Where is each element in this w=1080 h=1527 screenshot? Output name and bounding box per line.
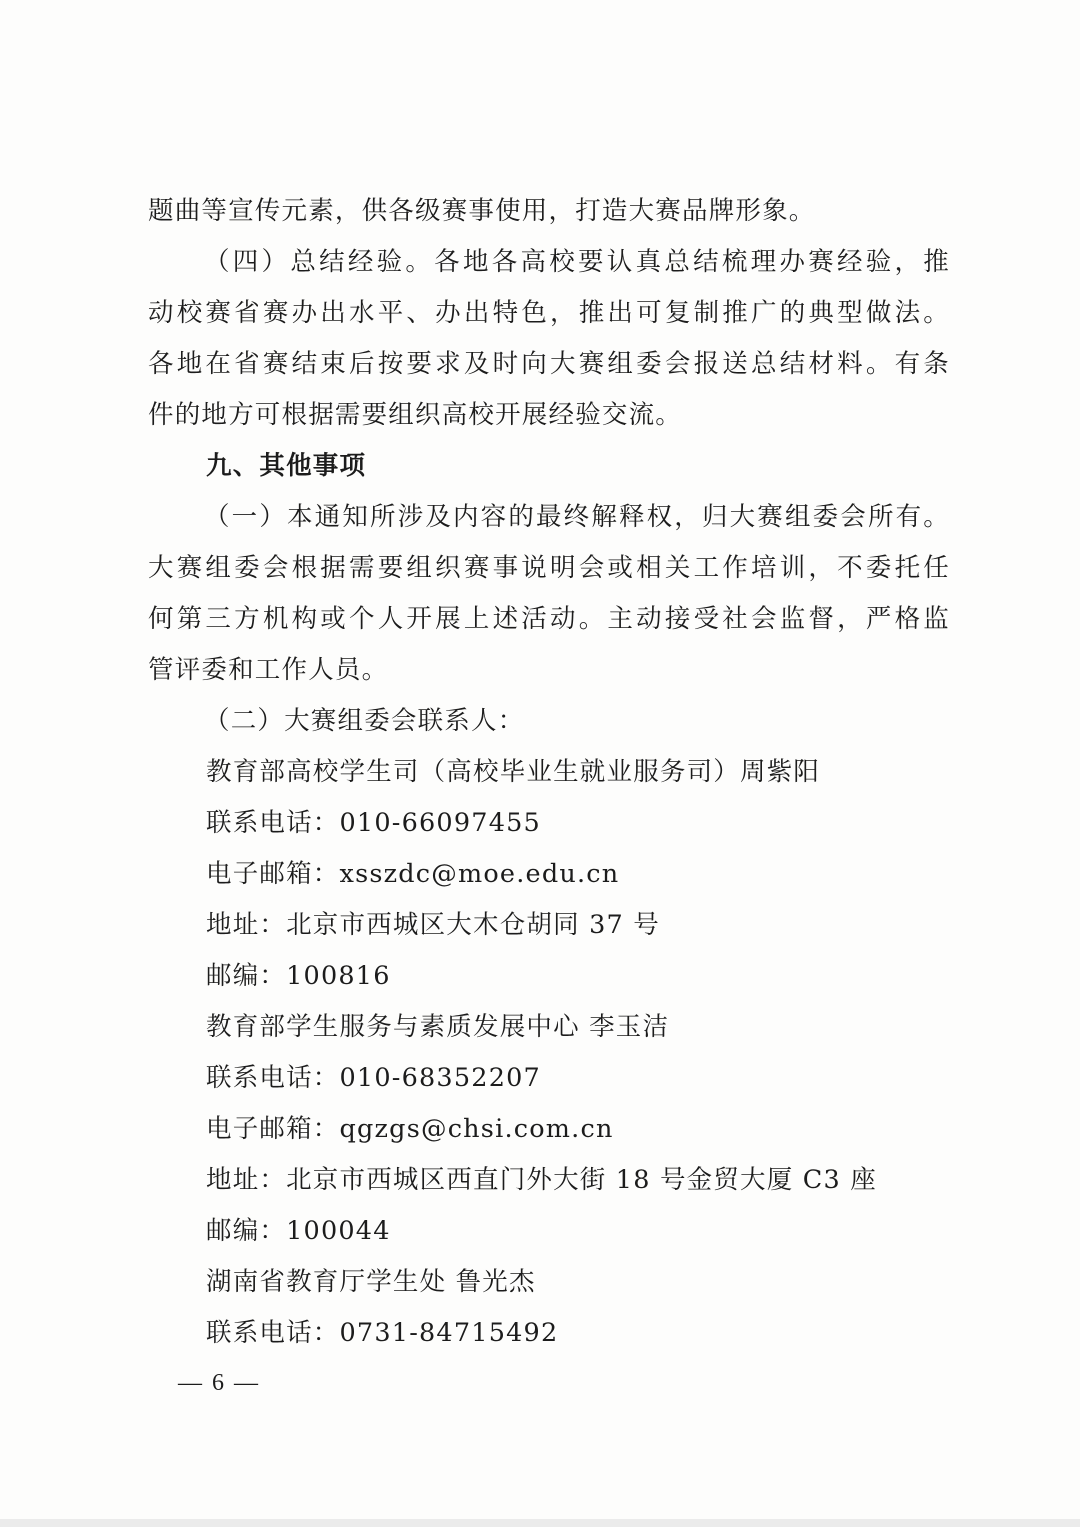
paragraph-line: 题曲等宣传元素，供各级赛事使用，打造大赛品牌形象。 [148,196,816,226]
paragraph-line: 件的地方可根据需要组织高校开展经验交流。 [148,400,683,430]
contact-line: 湖南省教育厅学生处 鲁光杰 [206,1267,536,1297]
contact-line: 邮编：100044 [206,1216,391,1246]
contact-line: 邮编：100816 [206,961,391,991]
paragraph-line: 各地在省赛结束后按要求及时向大赛组委会报送总结材料。有条 [148,349,950,379]
paragraph-line: （一）本通知所涉及内容的最终解释权，归大赛组委会所有。 [204,502,950,532]
section-heading: 九、其他事项 [206,451,367,481]
contact-line: 地址：北京市西城区西直门外大街 18 号金贸大厦 C3 座 [206,1165,877,1195]
contact-line: 电子邮箱：qgzgs@chsi.com.cn [206,1114,614,1144]
page-number: — 6 — [178,1370,260,1396]
contact-line: 联系电话：010-68352207 [206,1063,541,1093]
paragraph-line: 管评委和工作人员。 [148,655,389,685]
contact-line: 地址：北京市西城区大木仓胡同 37 号 [206,910,660,940]
paragraph-line: 动校赛省赛办出水平、办出特色，推出可复制推广的典型做法。 [148,298,950,328]
paragraph-line: 何第三方机构或个人开展上述活动。主动接受社会监督，严格监 [148,604,950,634]
paragraph-line: （二）大赛组委会联系人： [204,706,525,736]
contact-line: 联系电话：010-66097455 [206,808,541,838]
body-text [148,186,950,1359]
contact-line: 教育部高校学生司（高校毕业生就业服务司）周紫阳 [206,757,821,787]
paragraph-line: 大赛组委会根据需要组织赛事说明会或相关工作培训，不委托任 [148,553,950,583]
contact-line: 电子邮箱：xsszdc@moe.edu.cn [206,859,620,889]
paragraph-line: （四）总结经验。各地各高校要认真总结梳理办赛经验，推 [204,247,950,277]
contact-line: 联系电话：0731-84715492 [206,1318,559,1348]
contact-line: 教育部学生服务与素质发展中心 李玉洁 [206,1012,670,1042]
scan-edge [0,1519,1080,1527]
